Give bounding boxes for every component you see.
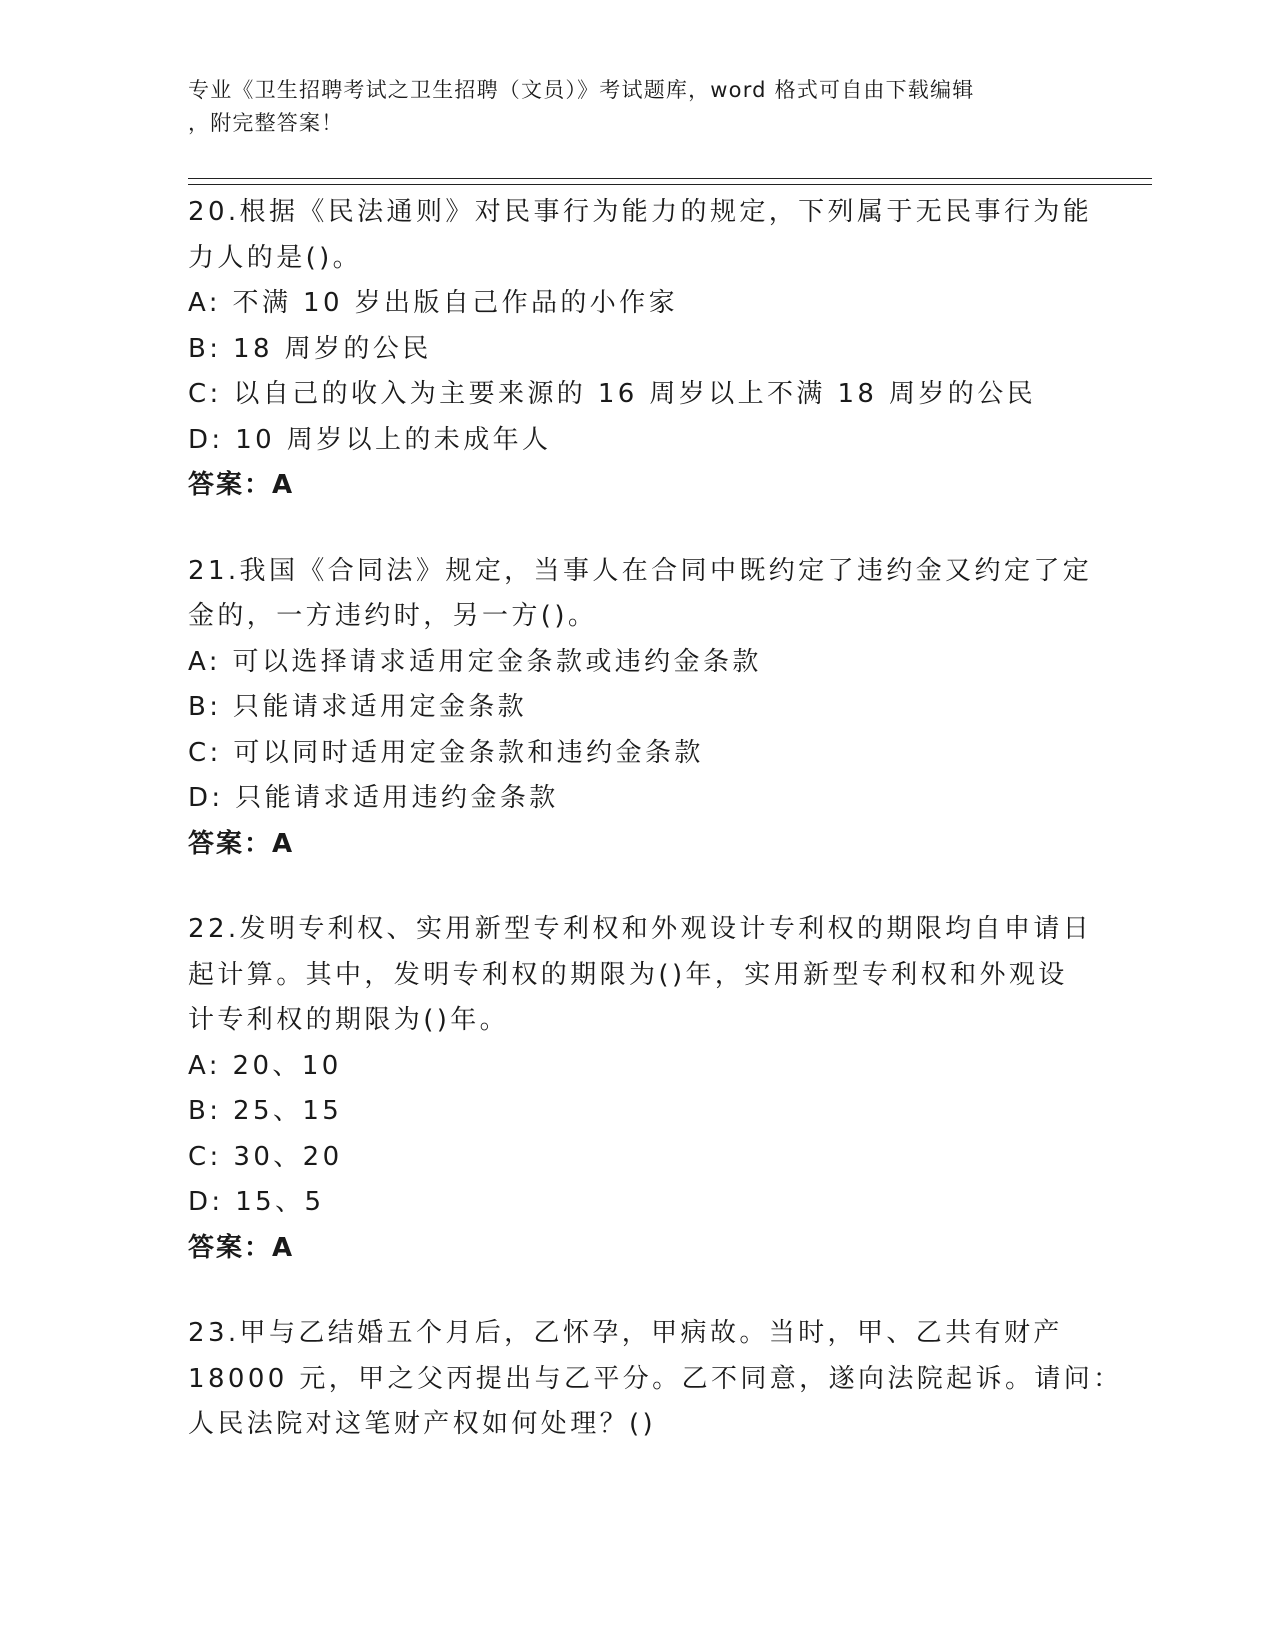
question-stem-line: 力人的是()。 xyxy=(188,242,363,273)
option-d: D: 10 周岁以上的未成年人 xyxy=(188,424,552,455)
option-b: B: 18 周岁的公民 xyxy=(188,333,432,364)
option-d: D: 只能请求适用违约金条款 xyxy=(188,783,559,813)
document-header xyxy=(188,74,1088,140)
option-a: A: 20、10 xyxy=(188,1050,342,1081)
option-c: C: 可以同时适用定金条款和违约金条款 xyxy=(188,737,704,768)
answer-line: 答案：A xyxy=(188,828,295,859)
option-c: C: 30、20 xyxy=(188,1141,343,1172)
header-divider-top xyxy=(188,178,1152,179)
question-22 xyxy=(188,907,1093,1271)
question-20 xyxy=(188,190,1093,509)
answer-line: 答案：A xyxy=(188,470,295,500)
question-21 xyxy=(188,549,1093,868)
question-stem-line: 人民法院对这笔财产权如何处理？() xyxy=(188,1409,657,1439)
question-list xyxy=(188,190,1123,1488)
question-stem-line: 22.发明专利权、实用新型专利权和外观设计专利权的期限均自申请日 xyxy=(188,914,1093,944)
option-b: B: 只能请求适用定金条款 xyxy=(188,692,528,722)
question-stem-line: 金的，一方违约时，另一方()。 xyxy=(188,601,598,631)
option-a: A: 不满 10 岁出版自己作品的小作家 xyxy=(188,288,678,318)
header-line-1: 专业《卫生招聘考试之卫生招聘（文员）》考试题库，word 格式可自由下载编辑 xyxy=(188,78,975,102)
option-d: D: 15、5 xyxy=(188,1187,325,1217)
option-b: B: 25、15 xyxy=(188,1096,343,1126)
question-stem-line: 21.我国《合同法》规定，当事人在合同中既约定了违约金又约定了定 xyxy=(188,555,1093,586)
question-stem-line: 20.根据《民法通则》对民事行为能力的规定，下列属于无民事行为能 xyxy=(188,197,1093,227)
question-stem-line: 23.甲与乙结婚五个月后，乙怀孕，甲病故。当时，甲、乙共有财产 xyxy=(188,1318,1063,1348)
question-stem-line: 起计算。其中，发明专利权的期限为()年，实用新型专利权和外观设 xyxy=(188,959,1068,990)
question-stem-line: 计专利权的期限为()年。 xyxy=(188,1005,510,1035)
header-line-2: ，附完整答案！ xyxy=(188,111,344,135)
option-c: C: 以自己的收入为主要来源的 16 周岁以上不满 18 周岁的公民 xyxy=(188,379,1037,409)
header-divider-bottom xyxy=(188,184,1152,185)
answer-line: 答案：A xyxy=(188,1232,295,1263)
question-23 xyxy=(188,1311,1123,1448)
option-a: A: 可以选择请求适用定金条款或违约金条款 xyxy=(188,646,762,677)
question-stem-line: 18000 元，甲之父丙提出与乙平分。乙不同意，遂向法院起诉。请问： xyxy=(188,1363,1123,1394)
